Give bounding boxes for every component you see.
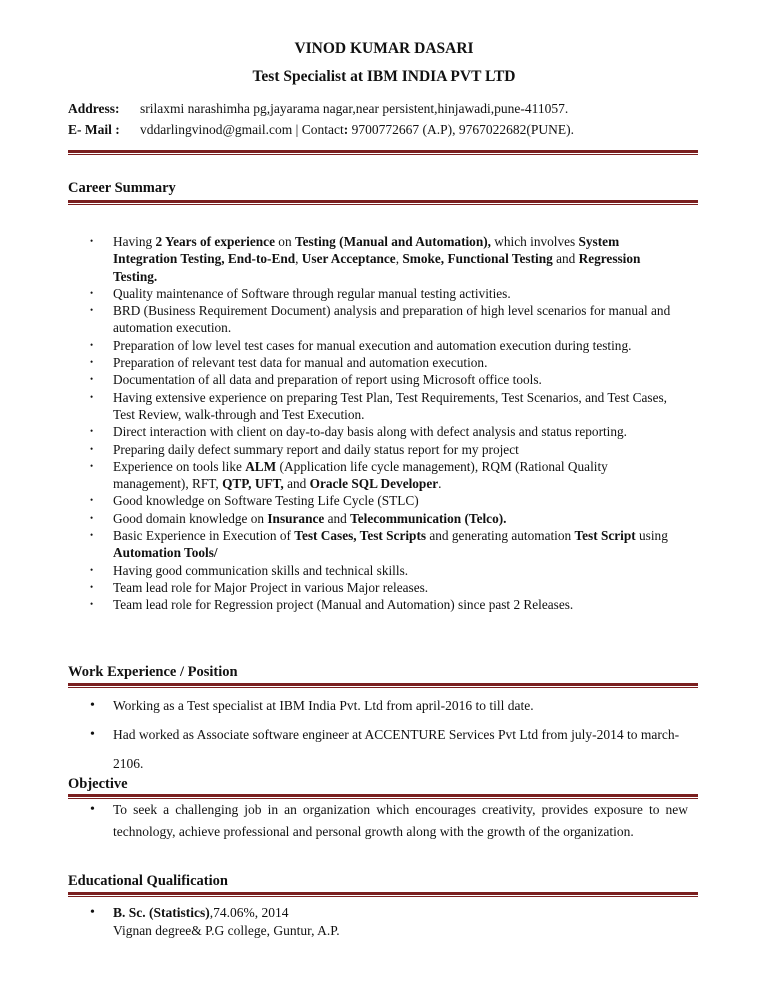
contact-value: 9700772667 (A.P), 9767022682(PUNE). xyxy=(351,122,574,137)
work-experience-heading: Work Experience / Position xyxy=(68,664,238,680)
college-name: Vignan degree& P.G college, Guntur, A.P. xyxy=(113,923,340,938)
list-item: • Good knowledge on Software Testing Life Cycle (STLC) xyxy=(90,492,680,509)
contact-colon: : xyxy=(343,122,349,137)
list-item: • Working as a Test specialist at IBM India Pvt. Ltd from april-2016 to till date. xyxy=(90,691,690,720)
list-item: • Basic Experience in Execution of Test Cases, Test Scripts and generating automation Test Script using Automation Tools/ xyxy=(90,527,680,562)
email-value[interactable]: vddarlingvinod@gmail.com | Contact xyxy=(140,122,344,137)
divider xyxy=(68,150,698,155)
list-item: • Had worked as Associate software engineer at ACCENTURE Services Pvt Ltd from july-2014 to march-2106. xyxy=(90,720,690,778)
email-row xyxy=(68,122,574,138)
list-item: • Having extensive experience on preparing Test Plan, Test Requirements, Test Scenarios, and Test Cases, Test Review, walk-through and Test Execution. xyxy=(90,389,680,424)
list-item: • Experience on tools like ALM (Application life cycle management), RQM (Rational Quality management), RFT, QTP, UFT, and Oracle SQL Developer. xyxy=(90,458,680,493)
list-item: • Quality maintenance of Software through regular manual testing activities. xyxy=(90,285,680,302)
career-summary-list xyxy=(90,233,680,614)
degree-details: ,74.06%, 2014 xyxy=(209,905,289,920)
list-item: • Documentation of all data and preparation of report using Microsoft office tools. xyxy=(90,371,680,388)
objective-list xyxy=(90,799,688,843)
list-item: • Good domain knowledge on Insurance and Telecommunication (Telco). xyxy=(90,510,680,527)
list-item: • Preparation of relevant test data for manual and automation execution. xyxy=(90,354,680,371)
list-item: • Team lead role for Major Project in various Major releases. xyxy=(90,579,680,596)
divider xyxy=(68,200,698,205)
list-item: • To seek a challenging job in an organization which encourages creativity, provides exposure to new technology, achieve professional and personal growth along with the growth of the organization. xyxy=(90,799,688,843)
address-value: srilaxmi narashimha pg,jayarama nagar,near persistent,hinjawadi,pune-411057. xyxy=(140,101,569,116)
address-row xyxy=(68,101,568,117)
education-list xyxy=(90,904,688,940)
list-item xyxy=(90,904,688,940)
list-item: • Preparation of low level test cases for manual execution and automation execution during testing. xyxy=(90,337,680,354)
list-item: • BRD (Business Requirement Document) analysis and preparation of high level scenarios for manual and automation execution. xyxy=(90,302,680,337)
degree-subject: (Statistics) xyxy=(149,905,210,920)
work-experience-list xyxy=(90,691,690,778)
degree-name: B. Sc. xyxy=(113,905,146,920)
list-item: • Team lead role for Regression project (Manual and Automation) since past 2 Releases. xyxy=(90,596,680,613)
career-summary-heading: Career Summary xyxy=(68,180,176,196)
address-label: Address: xyxy=(68,101,120,116)
education-heading: Educational Qualification xyxy=(68,873,228,889)
divider xyxy=(68,892,698,897)
candidate-title: Test Specialist at IBM INDIA PVT LTD xyxy=(252,68,516,85)
email-label: E- Mail : xyxy=(68,122,120,137)
list-item: • Having good communication skills and technical skills. xyxy=(90,562,680,579)
objective-heading: Objective xyxy=(68,776,128,792)
divider xyxy=(68,683,698,688)
list-item: • Preparing daily defect summary report and daily status report for my project xyxy=(90,441,680,458)
candidate-name: VINOD KUMAR DASARI xyxy=(294,40,474,57)
list-item: • Having 2 Years of experience on Testing (Manual and Automation), which involves System Integration Testing, End-to-End, User Acceptance, Smoke, Functional Testing and Regression Testing. xyxy=(90,233,680,285)
list-item: • Direct interaction with client on day-to-day basis along with defect analysis and status reporting. xyxy=(90,423,680,440)
